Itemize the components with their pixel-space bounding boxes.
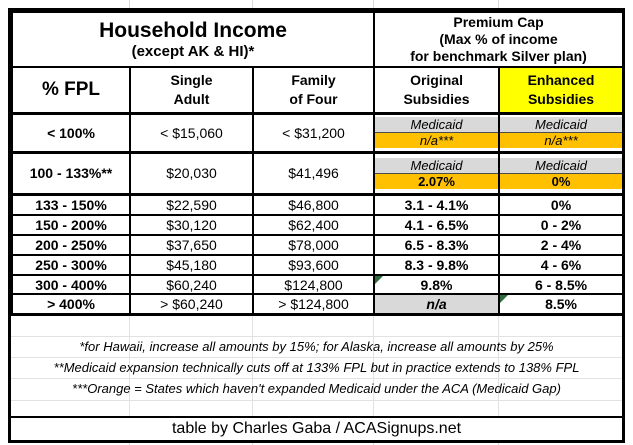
column-header-line: Family bbox=[291, 71, 336, 88]
cell-fpl: 250 - 300% bbox=[12, 255, 130, 275]
medicaid-label: Medicaid bbox=[500, 117, 622, 132]
footnote: *for Hawaii, increase all amounts by 15%; for Alaska, increase all amounts by 25% bbox=[79, 338, 554, 354]
cell-family-of-four: > $124,800 bbox=[253, 294, 374, 314]
cell-fpl: > 400% bbox=[12, 294, 130, 314]
cell-original-subsidies bbox=[374, 152, 499, 194]
cell-family-of-four: $124,800 bbox=[253, 275, 374, 294]
gridline bbox=[11, 400, 622, 401]
cell-original-subsidies bbox=[374, 275, 499, 294]
group-header-row bbox=[12, 12, 623, 67]
cap-value: n/a*** bbox=[375, 132, 498, 148]
cell-enhanced-subsidies: 6 - 8.5% bbox=[499, 275, 623, 294]
column-header-enhanced-subsidies bbox=[499, 67, 623, 113]
cell-single-adult: $20,030 bbox=[130, 152, 253, 194]
subsidy-table bbox=[11, 11, 624, 316]
cell-single-adult: $37,650 bbox=[130, 235, 253, 255]
cell-enhanced-subsidies: 2 - 4% bbox=[499, 235, 623, 255]
cell-fpl: 200 - 250% bbox=[12, 235, 130, 255]
cell-single-adult: $60,240 bbox=[130, 275, 253, 294]
premium-cap-line: for benchmark Silver plan) bbox=[410, 48, 587, 64]
column-header-line: Subsidies bbox=[403, 90, 470, 107]
column-header-family-of-four bbox=[253, 67, 374, 113]
cell-flag-icon bbox=[500, 295, 508, 303]
cap-value: 8.5% bbox=[545, 295, 577, 312]
cell-family-of-four: $78,000 bbox=[253, 235, 374, 255]
medicaid-label: Medicaid bbox=[500, 158, 622, 173]
column-header-original-subsidies bbox=[374, 67, 499, 113]
column-header-line: Enhanced bbox=[527, 71, 595, 88]
table-row bbox=[12, 255, 623, 275]
cell-enhanced-subsidies bbox=[499, 152, 623, 194]
premium-cap-line: (Max % of income bbox=[439, 31, 558, 47]
cell-family-of-four: $93,600 bbox=[253, 255, 374, 275]
cell-fpl: < 100% bbox=[12, 113, 130, 152]
cell-fpl: 133 - 150% bbox=[12, 194, 130, 215]
footnote: ***Orange = States which haven't expanded Medicaid under the ACA (Medicaid Gap) bbox=[72, 380, 561, 396]
column-header-line: Single bbox=[170, 71, 213, 88]
footnotes-area bbox=[11, 316, 622, 416]
column-header-single-adult bbox=[130, 67, 253, 113]
table-row bbox=[12, 294, 623, 314]
cell-enhanced-subsidies bbox=[499, 294, 623, 314]
household-income-subtitle: (except AK & HI)* bbox=[131, 42, 255, 60]
cap-value: 2.07% bbox=[375, 173, 498, 189]
cap-value: n/a*** bbox=[500, 132, 622, 148]
cell-fpl: 150 - 200% bbox=[12, 215, 130, 235]
cell-family-of-four: $62,400 bbox=[253, 215, 374, 235]
table-row bbox=[12, 235, 623, 255]
column-header-row bbox=[12, 67, 623, 113]
cell-enhanced-subsidies: 4 - 6% bbox=[499, 255, 623, 275]
credit-line: table by Charles Gaba / ACASignups.net bbox=[11, 416, 622, 440]
cell-family-of-four: $46,800 bbox=[253, 194, 374, 215]
cell-enhanced-subsidies: 0% bbox=[499, 194, 623, 215]
cell-original-subsidies bbox=[374, 113, 499, 152]
table-border-frame bbox=[8, 8, 625, 443]
cell-original-subsidies: 4.1 - 6.5% bbox=[374, 215, 499, 235]
cell-single-adult: < $15,060 bbox=[130, 113, 253, 152]
header-premium-cap bbox=[374, 12, 623, 67]
cell-single-adult: $30,120 bbox=[130, 215, 253, 235]
column-header-fpl: % FPL bbox=[12, 67, 130, 113]
cell-original-subsidies: 8.3 - 9.8% bbox=[374, 255, 499, 275]
cell-single-adult: $45,180 bbox=[130, 255, 253, 275]
medicaid-label: Medicaid bbox=[375, 117, 498, 132]
column-header-line: Adult bbox=[173, 90, 210, 107]
table-row bbox=[12, 113, 623, 152]
column-header-line: of Four bbox=[289, 90, 338, 107]
table-row bbox=[12, 152, 623, 194]
cell-flag-icon bbox=[375, 276, 383, 284]
cell-original-subsidies: 6.5 - 8.3% bbox=[374, 235, 499, 255]
cap-value: 0% bbox=[500, 173, 622, 189]
footnote: **Medicaid expansion technically cuts off at 133% FPL but in practice extends to 138% FPL bbox=[53, 359, 580, 375]
column-header-line: Subsidies bbox=[527, 90, 595, 107]
cell-single-adult: $22,590 bbox=[130, 194, 253, 215]
premium-cap-line: Premium Cap bbox=[453, 14, 544, 30]
medicaid-label: Medicaid bbox=[375, 158, 498, 173]
table-row bbox=[12, 194, 623, 215]
table-row bbox=[12, 215, 623, 235]
table-row bbox=[12, 275, 623, 294]
cell-enhanced-subsidies bbox=[499, 113, 623, 152]
header-household-income bbox=[12, 12, 374, 67]
cell-family-of-four: $41,496 bbox=[253, 152, 374, 194]
cell-family-of-four: < $31,200 bbox=[253, 113, 374, 152]
cell-original-subsidies: 3.1 - 4.1% bbox=[374, 194, 499, 215]
cell-enhanced-subsidies: 0 - 2% bbox=[499, 215, 623, 235]
cell-single-adult: > $60,240 bbox=[130, 294, 253, 314]
column-header-line: Original bbox=[410, 71, 463, 88]
household-income-title: Household Income bbox=[99, 18, 287, 42]
cell-original-subsidies: n/a bbox=[374, 294, 499, 314]
cell-fpl: 300 - 400% bbox=[12, 275, 130, 294]
cell-fpl: 100 - 133%** bbox=[12, 152, 130, 194]
cap-value: 9.8% bbox=[420, 276, 453, 293]
